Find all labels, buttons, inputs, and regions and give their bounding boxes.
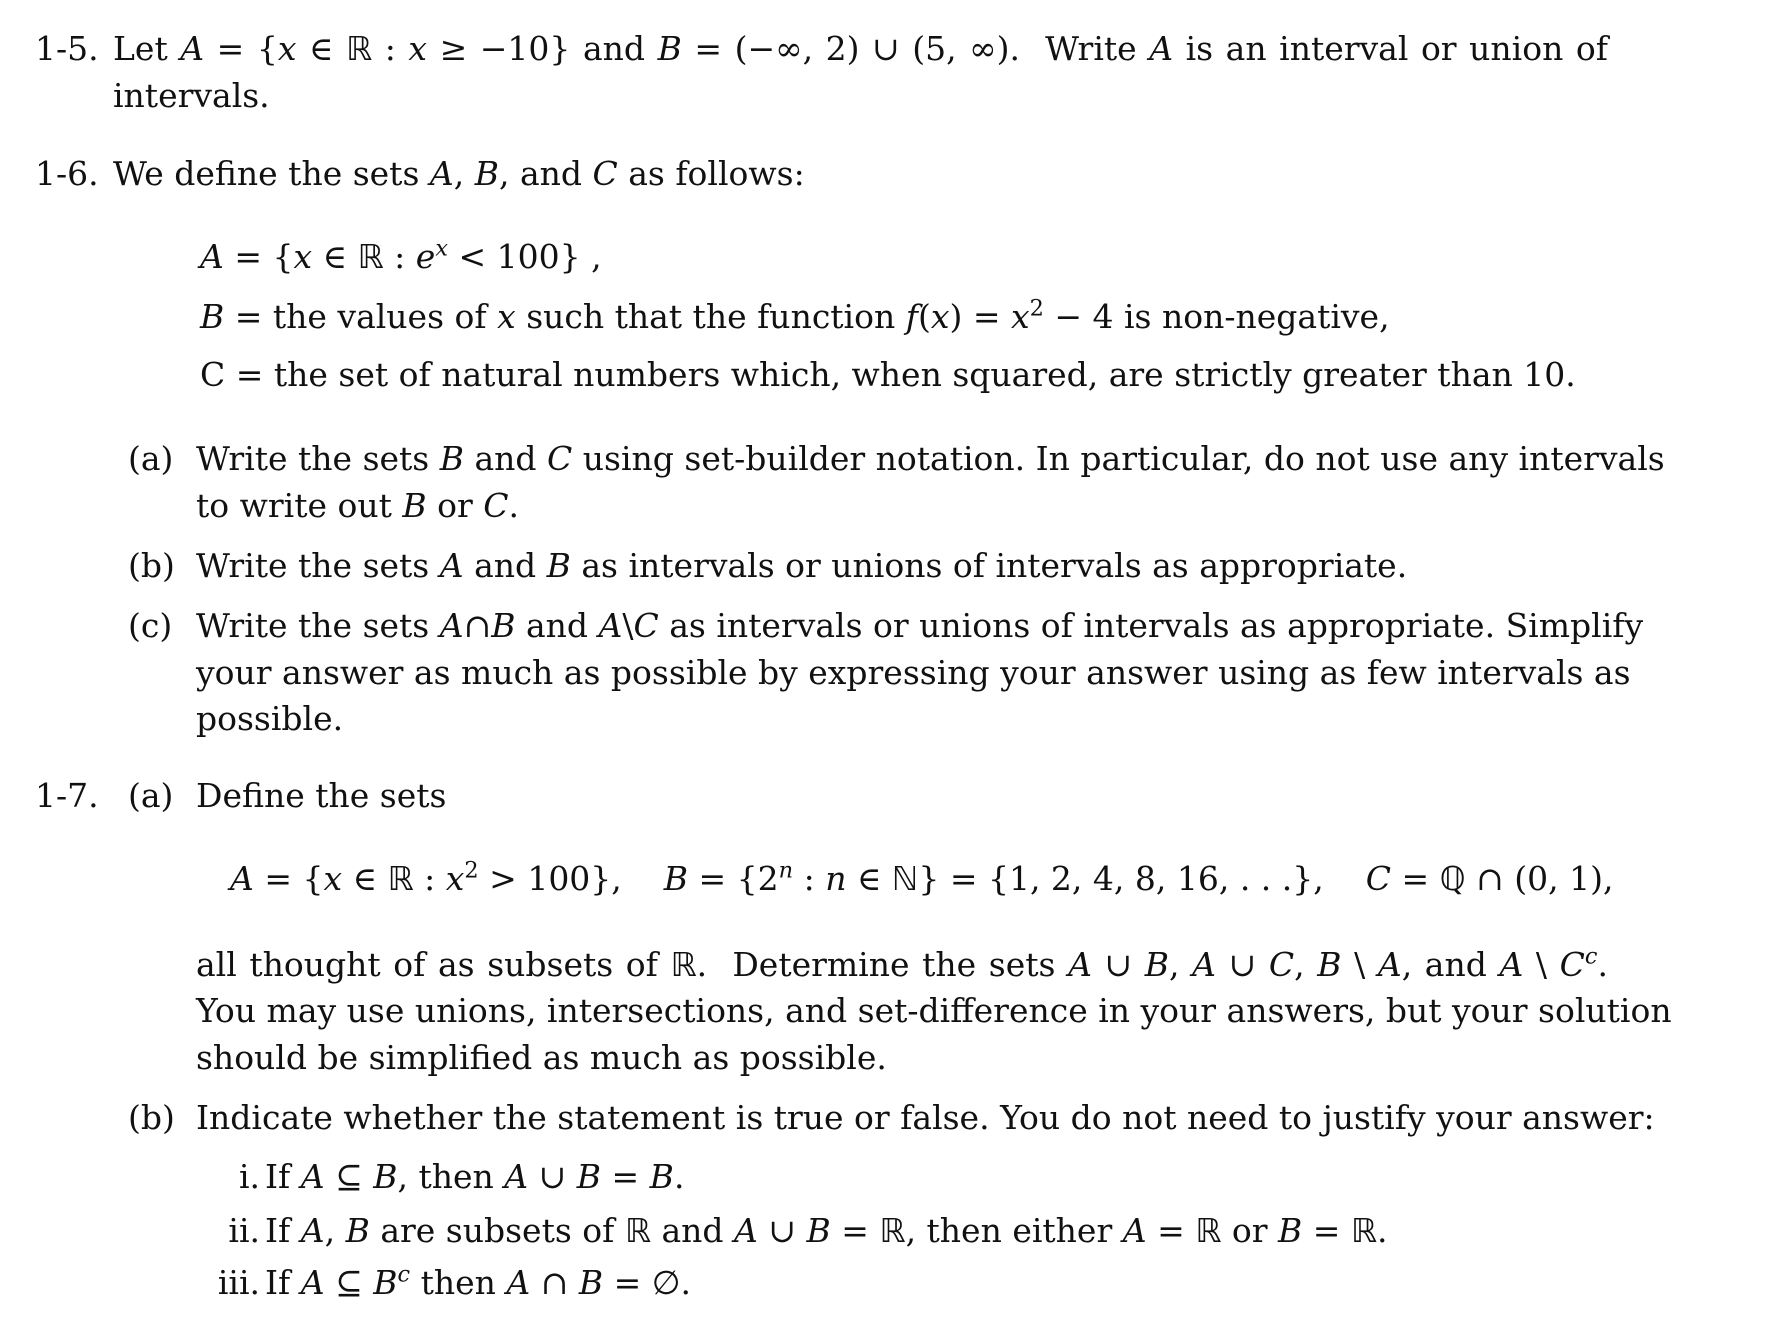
part-label: (c)	[128, 606, 173, 645]
part-intro: Indicate whether the statement is true or false. You do not need to justify your answer:	[196, 1098, 1655, 1137]
problem-number: 1-5.	[35, 29, 99, 68]
part-label: (a)	[128, 776, 174, 815]
part-intro: Define the sets	[196, 776, 447, 815]
statement-label: iii.	[217, 1263, 260, 1302]
definition-c: C = the set of natural numbers which, when squared, are strictly greater than 10.	[200, 355, 1576, 394]
definition-b: B = the values of x such that the function $f(x) = x^2 - 4$ is non-negative,	[200, 295, 1390, 336]
part-label: (b)	[128, 1098, 175, 1137]
part-label: (b)	[128, 546, 175, 585]
part-text-line: all thought of as subsets of ℝ. Determine the sets A ∪ B, A ∪ C, B \ A, and A \ $C^c$.	[196, 943, 1608, 984]
statement-label: i.	[238, 1157, 260, 1196]
problem-intro: We define the sets A, B, and C as follows:	[113, 154, 805, 193]
part-text-line: Write the sets A∩B and A\C as intervals or unions of intervals as appropriate. Simplify	[196, 606, 1644, 645]
problem-number: 1-6.	[35, 154, 99, 193]
statement-label: ii.	[228, 1211, 260, 1250]
part-text-line: possible.	[196, 699, 344, 738]
definition-a: A = {x ∈ ℝ : $e^x < 100$} ,	[200, 235, 602, 276]
statement-text: If A ⊆ B, then A ∪ B = B.	[265, 1157, 685, 1196]
statement-text: If A, B are subsets of ℝ and A ∪ B = ℝ, then either A = ℝ or B = ℝ.	[265, 1211, 1388, 1250]
statement-text: If A ⊆ $B^c$ then A ∩ B = ∅.	[265, 1261, 691, 1302]
part-text-line: Write the sets B and C using set-builder notation. In particular, do not use any intervals	[196, 439, 1665, 478]
problem-number: 1-7.	[35, 776, 99, 815]
part-label: (a)	[128, 439, 174, 478]
problem-text-line: intervals.	[113, 76, 270, 115]
problem-text-line: Let A = {x ∈ ℝ : x ≥ −10} and B = (−∞, 2) ∪ (5, ∞). Write A is an interval or union of	[113, 29, 1608, 68]
part-text-line: should be simplified as much as possible.	[196, 1038, 887, 1077]
part-text-line: Write the sets A and B as intervals or unions of intervals as appropriate.	[196, 546, 1408, 585]
part-text-line: your answer as much as possible by expressing your answer using as few intervals as	[196, 653, 1631, 692]
set-definitions-display: A = {x ∈ ℝ : $x^2 > 100$}, $B = \{2^n$ : n ∈ ℕ} = {1, 2, 4, 8, 16, . . .}, C = ℚ ∩ (0, 1),	[230, 857, 1614, 898]
part-text-line: You may use unions, intersections, and set-difference in your answers, but your solution	[196, 991, 1672, 1030]
part-text-line: to write out B or C.	[196, 486, 519, 525]
